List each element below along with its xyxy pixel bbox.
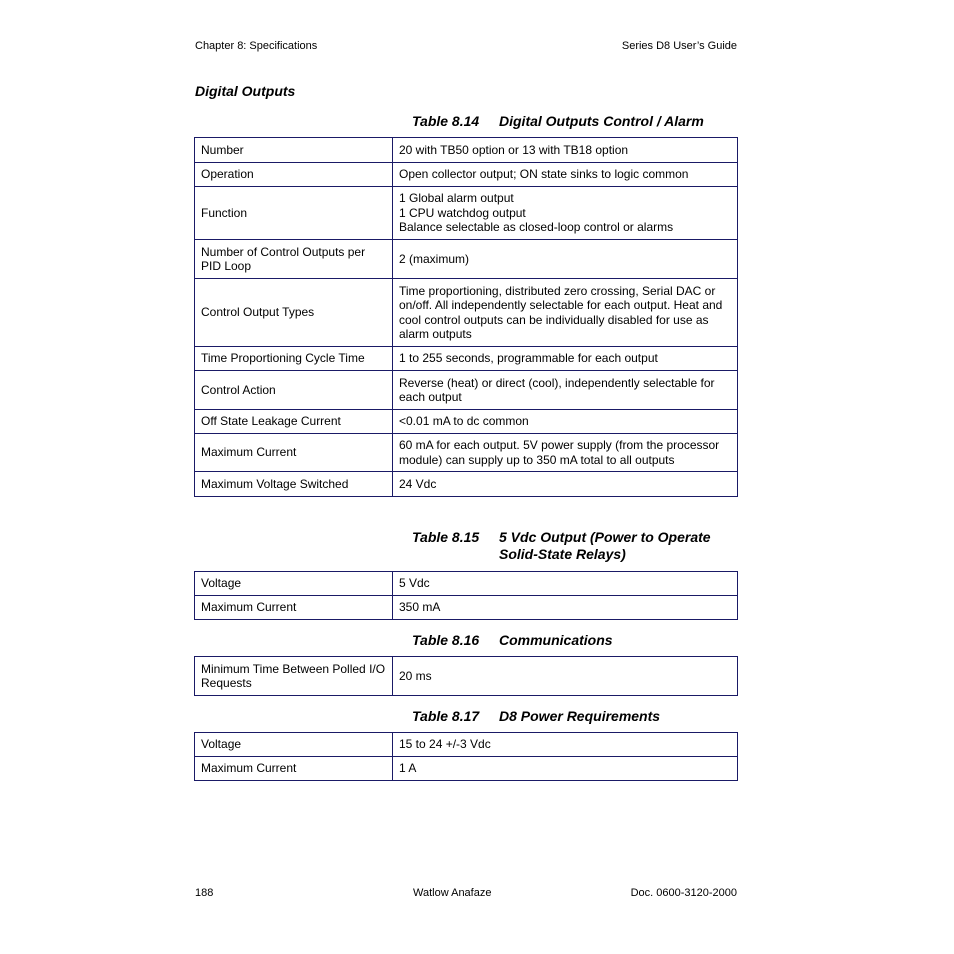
row-value: 15 to 24 +/-3 Vdc	[393, 733, 738, 757]
row-label: Minimum Time Between Polled I/O Requests	[195, 657, 393, 696]
row-value: 1 A	[393, 757, 738, 781]
table-title	[499, 529, 711, 563]
table-digital-outputs	[194, 137, 738, 497]
table-title: D8 Power Requirements	[499, 708, 661, 724]
row-value: 2 (maximum)	[393, 240, 738, 279]
row-value: 60 mA for each output. 5V power supply (from the processor module) can supply up to 350 mA total to all outputs	[393, 434, 738, 472]
row-value: Open collector output; ON state sinks to logic common	[393, 163, 738, 187]
footer-doc-number: Doc. 0600-3120-2000	[630, 887, 737, 899]
header-chapter: Chapter 8: Specifications	[195, 40, 318, 52]
table-row	[195, 347, 738, 371]
title-line: 5 Vdc Output (Power to Operate	[499, 529, 711, 545]
table-caption-8-16	[412, 632, 613, 649]
value-line: 1 Global alarm output	[399, 191, 514, 206]
table-row	[195, 371, 738, 410]
table-row	[195, 596, 738, 620]
row-label: Number of Control Outputs per PID Loop	[195, 240, 393, 279]
table-row	[195, 434, 738, 472]
table-row	[195, 163, 738, 187]
row-value: Time proportioning, distributed zero crossing, Serial DAC or on/off. All independently selectable for each output. Heat and cool control outputs can be individually disabled for use as alarm outputs	[393, 279, 738, 347]
table-row	[195, 138, 738, 163]
table-number: Table 8.14	[412, 113, 480, 129]
table-caption-8-14	[412, 113, 704, 130]
row-label: Voltage	[195, 572, 393, 596]
table-number: Table 8.17	[412, 708, 480, 724]
row-label: Control Output Types	[195, 279, 393, 347]
section-title: Digital Outputs	[195, 83, 296, 99]
title-line: Solid-State Relays)	[499, 546, 626, 562]
table-row	[195, 757, 738, 781]
row-value: 350 mA	[393, 596, 738, 620]
table-row	[195, 472, 738, 497]
table-row	[195, 410, 738, 434]
table-number: Table 8.16	[412, 632, 480, 648]
footer-company: Watlow Anafaze	[413, 887, 492, 899]
table-title: Communications	[499, 632, 613, 648]
table-communications	[194, 656, 738, 696]
row-label: Operation	[195, 163, 393, 187]
value-line: 1 CPU watchdog output	[399, 205, 526, 220]
row-label: Number	[195, 138, 393, 163]
header-guide-title: Series D8 User’s Guide	[621, 40, 737, 52]
row-label: Control Action	[195, 371, 393, 410]
table-row	[195, 240, 738, 279]
row-label: Off State Leakage Current	[195, 410, 393, 434]
table-caption-8-17	[412, 708, 660, 725]
table-number: Table 8.15	[412, 529, 480, 545]
row-label: Time Proportioning Cycle Time	[195, 347, 393, 371]
row-label: Maximum Current	[195, 596, 393, 620]
row-value: 20 with TB50 option or 13 with TB18 option	[393, 138, 738, 163]
table-5vdc-output	[194, 571, 738, 620]
table-title: Digital Outputs Control / Alarm	[499, 113, 704, 129]
table-row	[195, 187, 738, 240]
page-number: 188	[195, 887, 214, 899]
row-value: 20 ms	[393, 657, 738, 696]
row-label: Function	[195, 187, 393, 240]
row-value: 5 Vdc	[393, 572, 738, 596]
table-row	[195, 572, 738, 596]
row-value: 24 Vdc	[393, 472, 738, 497]
row-value: Reverse (heat) or direct (cool), independently selectable for each output	[393, 371, 738, 410]
row-value: <0.01 mA to dc common	[393, 410, 738, 434]
row-label: Maximum Voltage Switched	[195, 472, 393, 497]
row-label: Voltage	[195, 733, 393, 757]
row-value: 1 to 255 seconds, programmable for each output	[393, 347, 738, 371]
row-value	[393, 187, 738, 240]
table-power-requirements	[194, 732, 738, 781]
row-label: Maximum Current	[195, 434, 393, 472]
table-row	[195, 657, 738, 696]
table-row	[195, 733, 738, 757]
value-line: Balance selectable as closed-loop control or alarms	[399, 220, 674, 235]
table-caption-8-15	[412, 529, 711, 563]
row-label: Maximum Current	[195, 757, 393, 781]
table-row	[195, 279, 738, 347]
